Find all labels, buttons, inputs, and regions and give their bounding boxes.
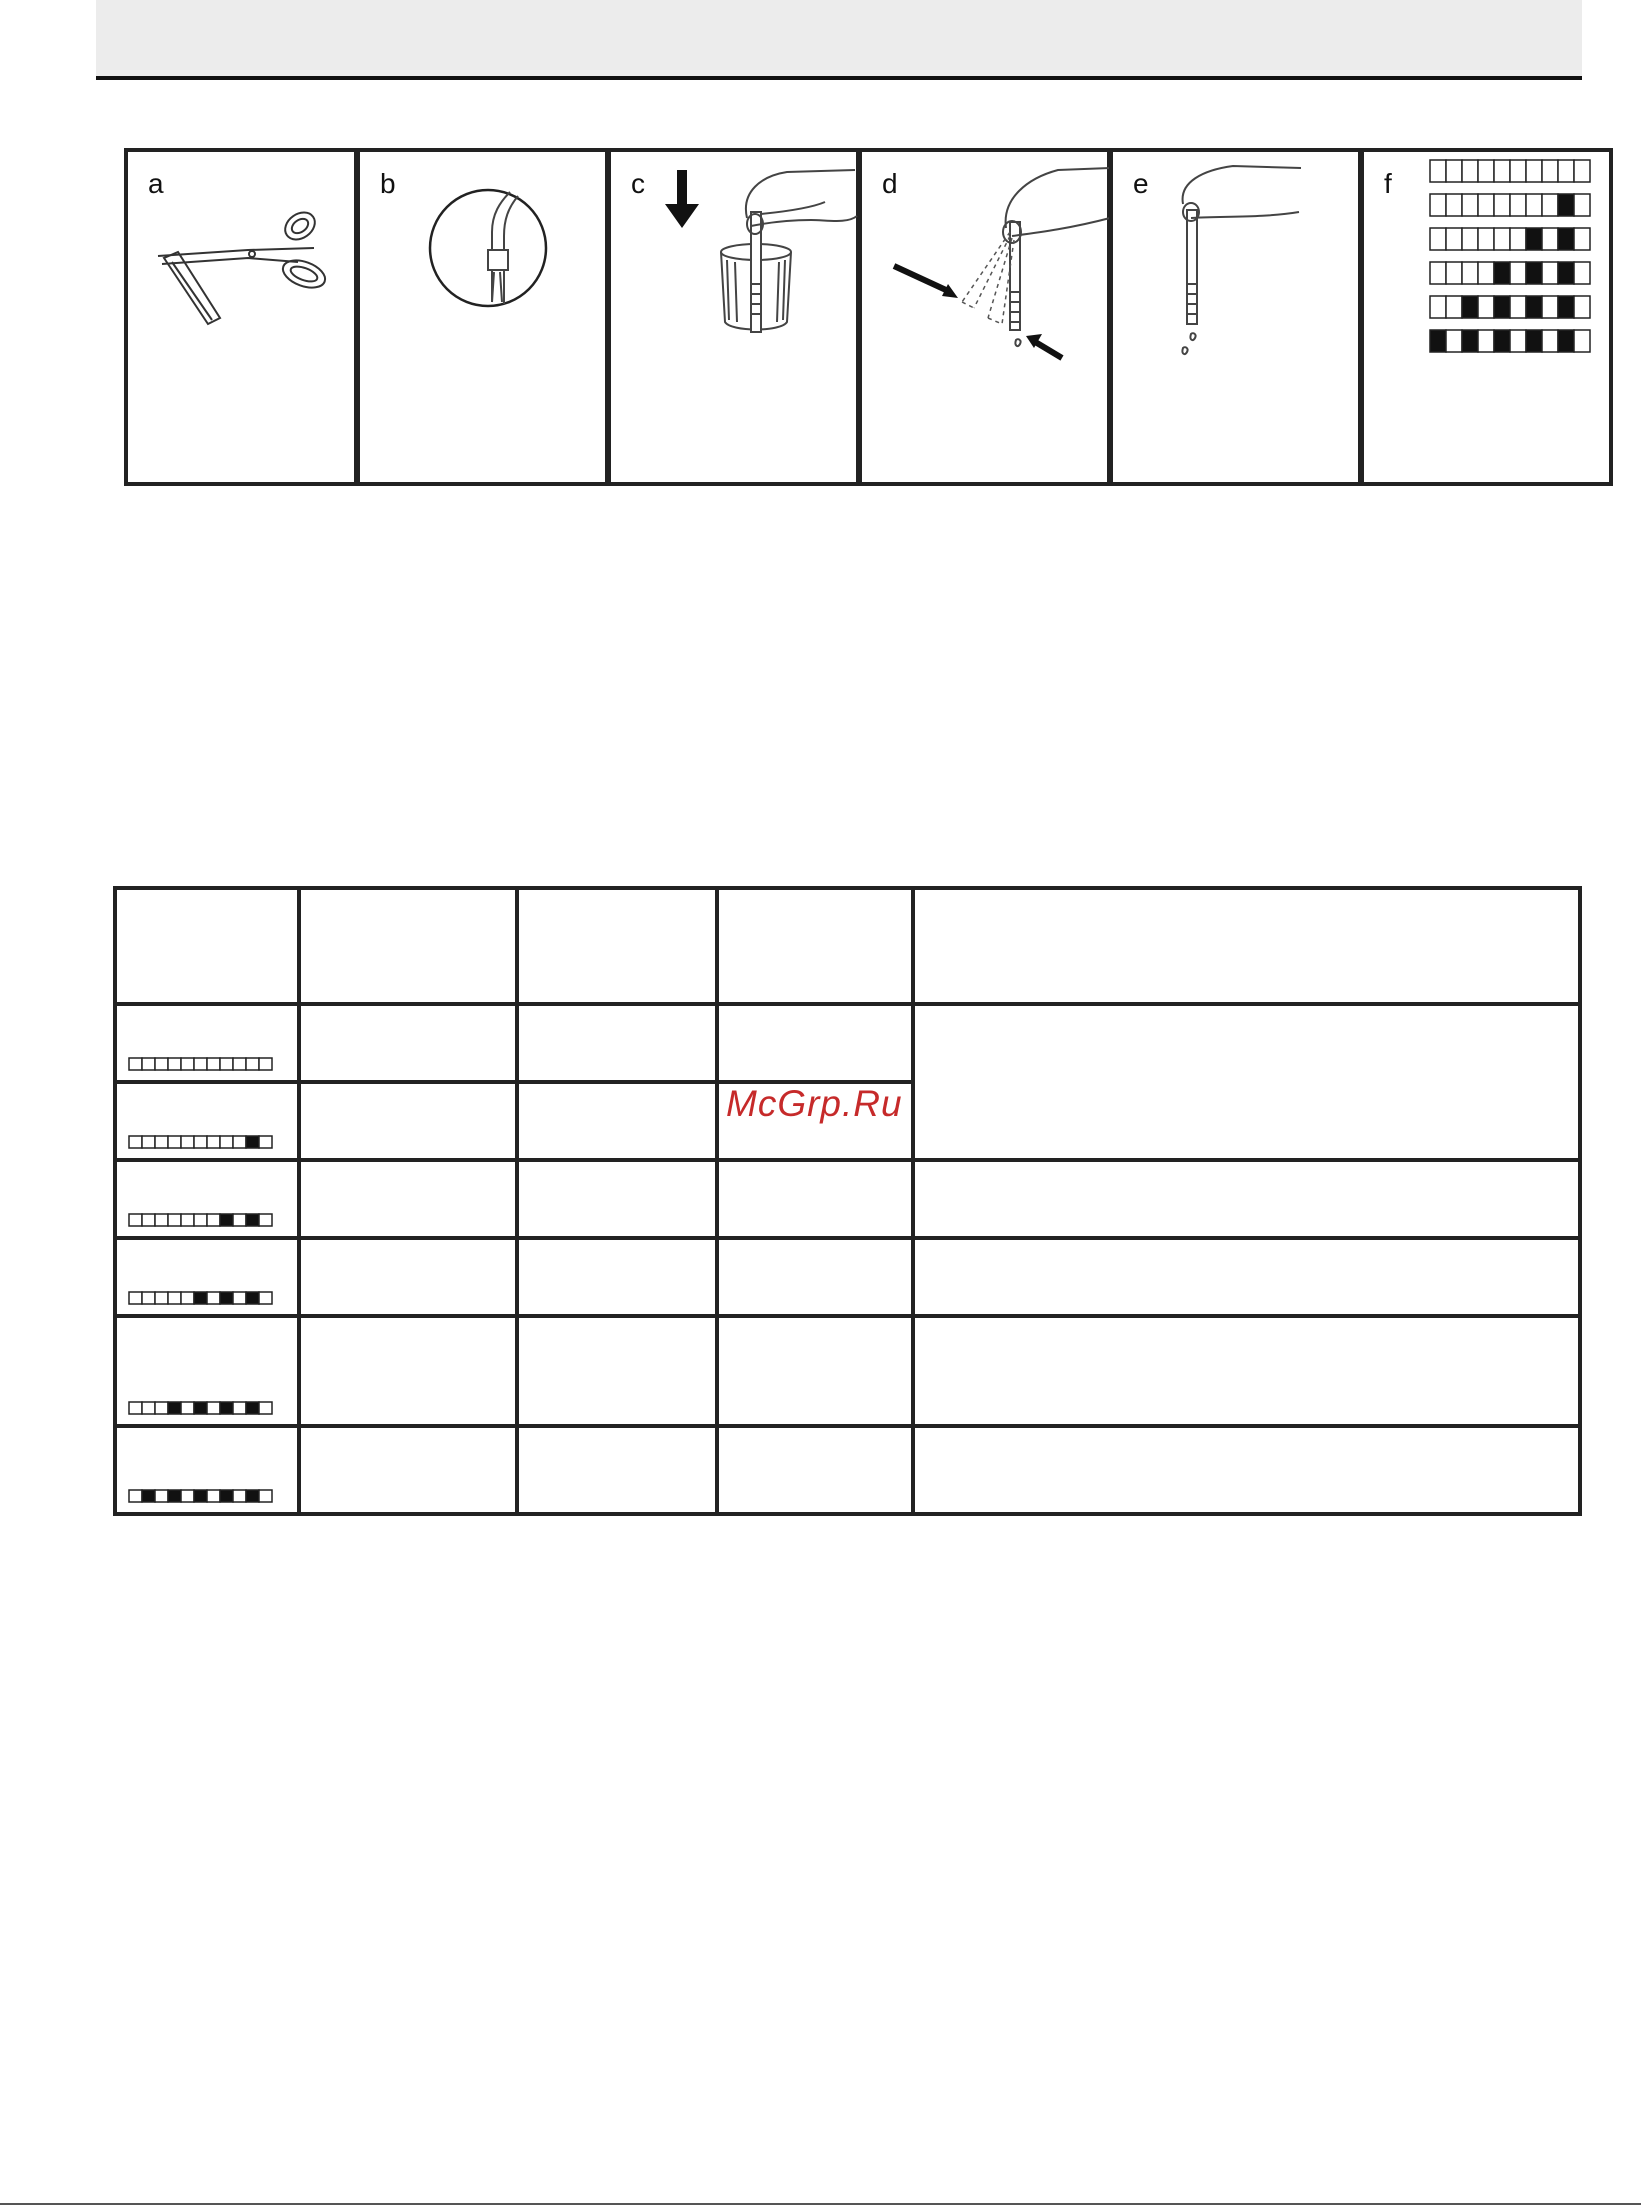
strip-cell-dark [194, 1292, 207, 1304]
strip-cell-light [1430, 262, 1446, 284]
strip-cell-light [142, 1214, 155, 1226]
strip-cell-light [220, 1058, 233, 1070]
strip-cell-light [1510, 160, 1526, 182]
strip-cell-light [207, 1292, 220, 1304]
strip-cell-dark [1462, 296, 1478, 318]
scale-strip-level [1430, 330, 1590, 352]
strip-cell-light [168, 1214, 181, 1226]
strip-cell-light [207, 1058, 220, 1070]
table-strip-level [129, 1490, 272, 1502]
strip-cell-light [1446, 330, 1462, 352]
strip-cell-light [1446, 194, 1462, 216]
strip-cell-light [1478, 262, 1494, 284]
strip-cell-light [168, 1058, 181, 1070]
strip-cell-light [233, 1292, 246, 1304]
strip-cell-dark [1526, 228, 1542, 250]
strip-cell-light [1446, 228, 1462, 250]
strip-cell-light [194, 1214, 207, 1226]
strip-cell-light [142, 1292, 155, 1304]
strip-cell-light [1542, 296, 1558, 318]
strip-cell-light [155, 1214, 168, 1226]
strip-cell-light [168, 1292, 181, 1304]
strip-cell-light [1574, 194, 1590, 216]
shake-strip-icon [862, 152, 1115, 490]
strip-cell-dark [1558, 228, 1574, 250]
strip-cell-light [142, 1058, 155, 1070]
table-strip-level [129, 1136, 272, 1148]
strip-cell-light [1478, 296, 1494, 318]
strip-cell-light [1478, 228, 1494, 250]
panel-letter: b [380, 168, 396, 199]
strip-cell-light [1574, 160, 1590, 182]
panel-letter: f [1384, 168, 1392, 199]
strip-cell-dark [220, 1490, 233, 1502]
strip-cell-dark [1494, 262, 1510, 284]
strip-cell-light [168, 1136, 181, 1148]
bottom-rule [0, 2203, 1641, 2205]
watermark-text: McGrp.Ru [726, 1083, 903, 1124]
scissors-cutting-strip-icon [128, 152, 362, 490]
table-strip-level [129, 1214, 272, 1226]
strip-cell-light [194, 1136, 207, 1148]
strip-cell-light [259, 1136, 272, 1148]
scale-strip-level [1430, 296, 1590, 318]
strip-cell-light [142, 1402, 155, 1414]
strip-cell-light [155, 1058, 168, 1070]
strip-cell-dark [194, 1402, 207, 1414]
strip-cell-light [1542, 194, 1558, 216]
strip-cell-light [1542, 330, 1558, 352]
scale-strip-level [1430, 160, 1590, 182]
strip-cell-light [129, 1292, 142, 1304]
table-strip-level [129, 1292, 272, 1304]
strip-cell-light [1430, 194, 1446, 216]
strip-cell-light [1526, 160, 1542, 182]
strip-cell-light [259, 1402, 272, 1414]
strip-cell-light [1542, 228, 1558, 250]
results-table-grid [113, 886, 1582, 1516]
strip-cell-light [129, 1136, 142, 1148]
panel-d [858, 148, 1111, 486]
strip-cell-dark [1494, 330, 1510, 352]
strip-cell-light [1462, 228, 1478, 250]
strip-cell-light [1462, 262, 1478, 284]
panel-letter: d [882, 168, 898, 199]
strip-cell-light [1462, 160, 1478, 182]
strip-cell-light [1478, 194, 1494, 216]
strip-cell-light [233, 1490, 246, 1502]
strip-cell-dark [168, 1490, 181, 1502]
strip-cell-light [194, 1058, 207, 1070]
strip-cell-dark [194, 1490, 207, 1502]
header-banner [96, 0, 1582, 80]
strip-cell-light [129, 1402, 142, 1414]
dip-strip-in-glass-icon [611, 152, 864, 490]
strip-cell-light [1446, 262, 1462, 284]
strip-cell-dark [1558, 194, 1574, 216]
strip-cell-dark [168, 1402, 181, 1414]
strip-cell-dark [1462, 330, 1478, 352]
panel-letter: e [1133, 168, 1149, 199]
strip-cell-light [1574, 330, 1590, 352]
strip-cell-dark [246, 1292, 259, 1304]
strip-cell-light [220, 1136, 233, 1148]
panel-c [607, 148, 860, 486]
strip-cell-light [207, 1214, 220, 1226]
strip-cell-light [1430, 296, 1446, 318]
strip-cell-dark [1558, 296, 1574, 318]
strip-cell-light [207, 1136, 220, 1148]
strip-cell-light [233, 1058, 246, 1070]
strip-cell-light [1510, 228, 1526, 250]
scale-strip-level [1430, 262, 1590, 284]
strip-cell-light [155, 1490, 168, 1502]
strip-cell-light [129, 1214, 142, 1226]
strip-cell-light [1510, 194, 1526, 216]
color-scale-icon [1364, 152, 1617, 490]
strip-cell-light [207, 1402, 220, 1414]
strip-cell-light [181, 1292, 194, 1304]
strip-cell-light [155, 1292, 168, 1304]
strip-cell-light [259, 1490, 272, 1502]
strip-cell-light [1526, 194, 1542, 216]
strip-cell-dark [1526, 330, 1542, 352]
results-table [113, 886, 1582, 1516]
strip-cell-light [1462, 194, 1478, 216]
strip-cell-light [207, 1490, 220, 1502]
strip-cell-light [1430, 160, 1446, 182]
strip-cell-light [181, 1490, 194, 1502]
strip-cell-dark [1430, 330, 1446, 352]
strip-cell-dark [220, 1402, 233, 1414]
strip-cell-light [259, 1292, 272, 1304]
strip-cell-light [259, 1214, 272, 1226]
strip-cell-light [1574, 228, 1590, 250]
strip-cell-light [1510, 330, 1526, 352]
strip-cell-light [1494, 228, 1510, 250]
strip-cell-light [1574, 262, 1590, 284]
strip-cell-light [1430, 228, 1446, 250]
strip-cell-dark [1494, 296, 1510, 318]
strip-cell-light [233, 1136, 246, 1148]
strip-cell-light [1478, 330, 1494, 352]
strip-cell-light [181, 1058, 194, 1070]
panel-letter: a [148, 168, 164, 199]
table-strip-level [129, 1402, 272, 1414]
strip-cell-light [181, 1402, 194, 1414]
panel-e [1109, 148, 1362, 486]
strip-cell-light [1574, 296, 1590, 318]
strip-cell-light [1542, 160, 1558, 182]
strip-cell-dark [246, 1402, 259, 1414]
strip-cell-light [129, 1058, 142, 1070]
strip-cell-light [1494, 160, 1510, 182]
strip-cell-dark [1558, 262, 1574, 284]
strip-cell-light [1510, 262, 1526, 284]
table-strip-level [129, 1058, 272, 1070]
strip-cell-light [1558, 160, 1574, 182]
running-water-tap-icon [360, 152, 613, 490]
scale-strip-level [1430, 228, 1590, 250]
strip-cell-light [246, 1058, 259, 1070]
strip-cell-light [155, 1136, 168, 1148]
strip-cell-light [1494, 194, 1510, 216]
panel-b [356, 148, 609, 486]
strip-cell-light [1478, 160, 1494, 182]
panel-a [124, 148, 358, 486]
strip-cell-light [181, 1136, 194, 1148]
strip-cell-light [233, 1214, 246, 1226]
panel-letter: c [631, 168, 645, 199]
strip-cell-light [129, 1490, 142, 1502]
strip-cell-dark [246, 1136, 259, 1148]
strip-cell-dark [1526, 296, 1542, 318]
strip-cell-dark [1526, 262, 1542, 284]
strip-cell-light [1510, 296, 1526, 318]
strip-cell-dark [220, 1214, 233, 1226]
strip-cell-light [259, 1058, 272, 1070]
strip-cell-dark [142, 1490, 155, 1502]
strip-cell-light [233, 1402, 246, 1414]
strip-cell-dark [246, 1214, 259, 1226]
hold-strip-dripping-icon [1113, 152, 1366, 490]
strip-cell-light [142, 1136, 155, 1148]
strip-cell-light [181, 1214, 194, 1226]
scale-strip-level [1430, 194, 1590, 216]
strip-cell-light [1446, 296, 1462, 318]
strip-cell-dark [246, 1490, 259, 1502]
strip-cell-light [155, 1402, 168, 1414]
panel-f [1360, 148, 1613, 486]
strip-cell-dark [220, 1292, 233, 1304]
strip-cell-light [1542, 262, 1558, 284]
strip-cell-light [1446, 160, 1462, 182]
strip-cell-dark [1558, 330, 1574, 352]
